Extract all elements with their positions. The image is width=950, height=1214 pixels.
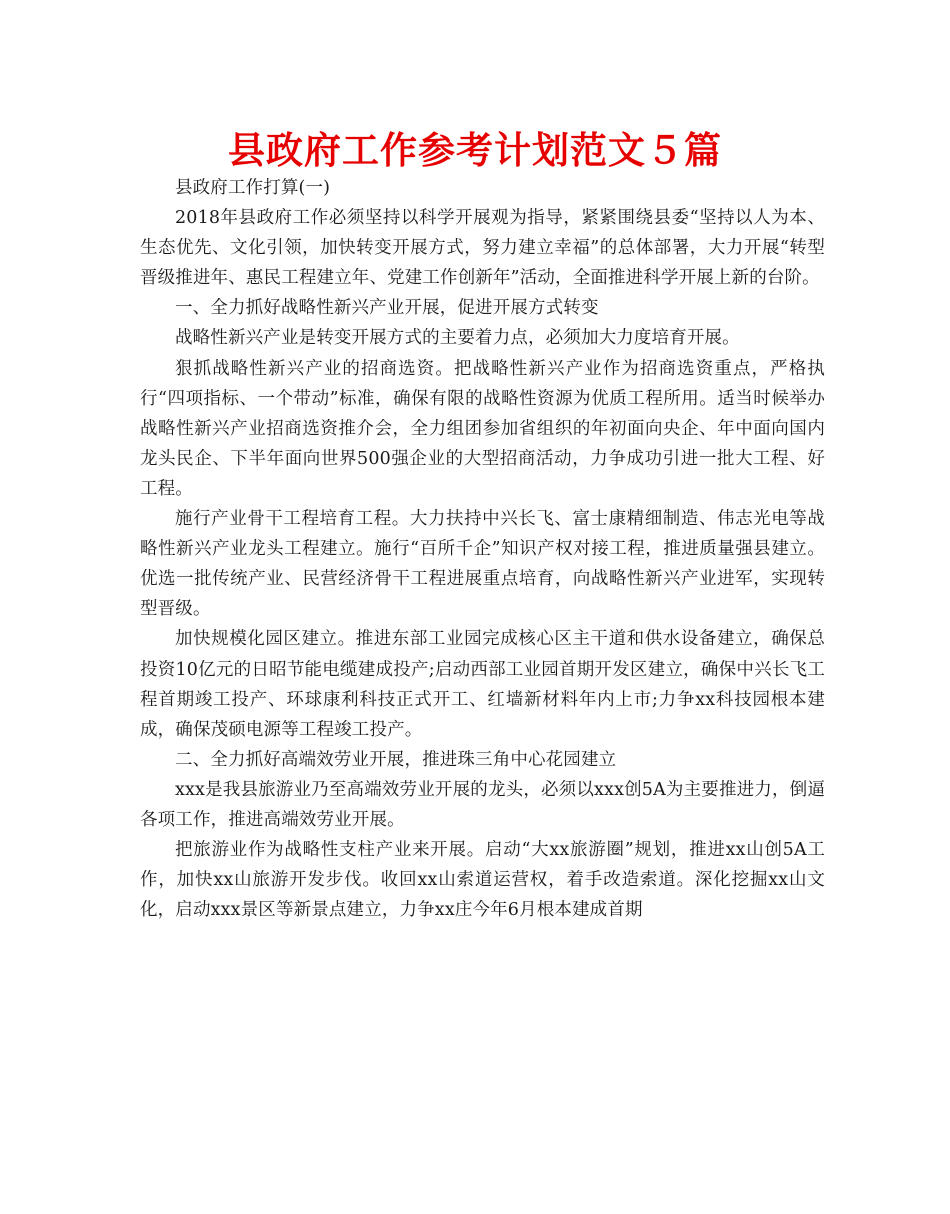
section-heading: 一、全力抓好战略性新兴产业开展，促进开展方式转变 xyxy=(175,298,599,319)
paragraph: 县政府工作打算(一) xyxy=(175,178,331,198)
paragraph: 加快规模化园区建立。推进东部工业园完成核心区主干道和供水设备建立，确保总投资10亿元的日昭节能电缆建成投产;启动西部工业园首期开发区建立，确保中兴长飞工程首期竣工投产、环球康利科技正式开工、红墙新材料年内上市;力争xx科技园根本建成，确保茂硕电源等工程竣工投产。 xyxy=(140,629,825,740)
paragraph: xxx是我县旅游业乃至高端效劳业开展的龙头，必须以xxx创5A为主要推进力，倒逼各项工作，推进高端效劳业开展。 xyxy=(140,779,825,830)
paragraph: 狠抓战略性新兴产业的招商选资。把战略性新兴产业作为招商选资重点，严格执行“四项指标、一个带动”标准，确保有限的战略性资源为优质工程所用。适当时候举办战略性新兴产业招商选资推介会，全力组团参加省组织的年初面向央企、年中面向国内龙头民企、下半年面向世界500强企业的大型招商活动，力争成功引进一批大工程、好工程。 xyxy=(140,358,825,499)
document-body xyxy=(140,173,825,925)
paragraph: 把旅游业作为战略性支柱产业来开展。启动“大xx旅游圈”规划，推进xx山创5A工作，加快xx山旅游开发步伐。收回xx山索道运营权，着手改造索道。深化挖掘xx山文化，启动xxx景区等新景点建立，力争xx庄今年6月根本建成首期 xyxy=(140,840,825,921)
paragraph: 2018年县政府工作必须坚持以科学开展观为指导，紧紧围绕县委“坚持以人为本、生态优先、文化引领，加快转变开展方式，努力建立幸福”的总体部署，大力开展“转型晋级推进年、惠民工程建立年、党建工作创新年”活动，全面推进科学开展上新的台阶。 xyxy=(140,208,825,289)
paragraph: 战略性新兴产业是转变开展方式的主要着力点，必须加大力度培育开展。 xyxy=(175,328,740,349)
paragraph: 施行产业骨干工程培育工程。大力扶持中兴长飞、富士康精细制造、伟志光电等战略性新兴产业龙头工程建立。施行“百所千企”知识产权对接工程，推进质量强县建立。优选一批传统产业、民营经济骨干工程进展重点培育，向战略性新兴产业进军，实现转型晋级。 xyxy=(140,509,825,620)
section-heading: 二、全力抓好高端效劳业开展，推进珠三角中心花园建立 xyxy=(175,749,617,770)
document-title: 县政府工作参考计划范文５篇 xyxy=(228,129,722,172)
